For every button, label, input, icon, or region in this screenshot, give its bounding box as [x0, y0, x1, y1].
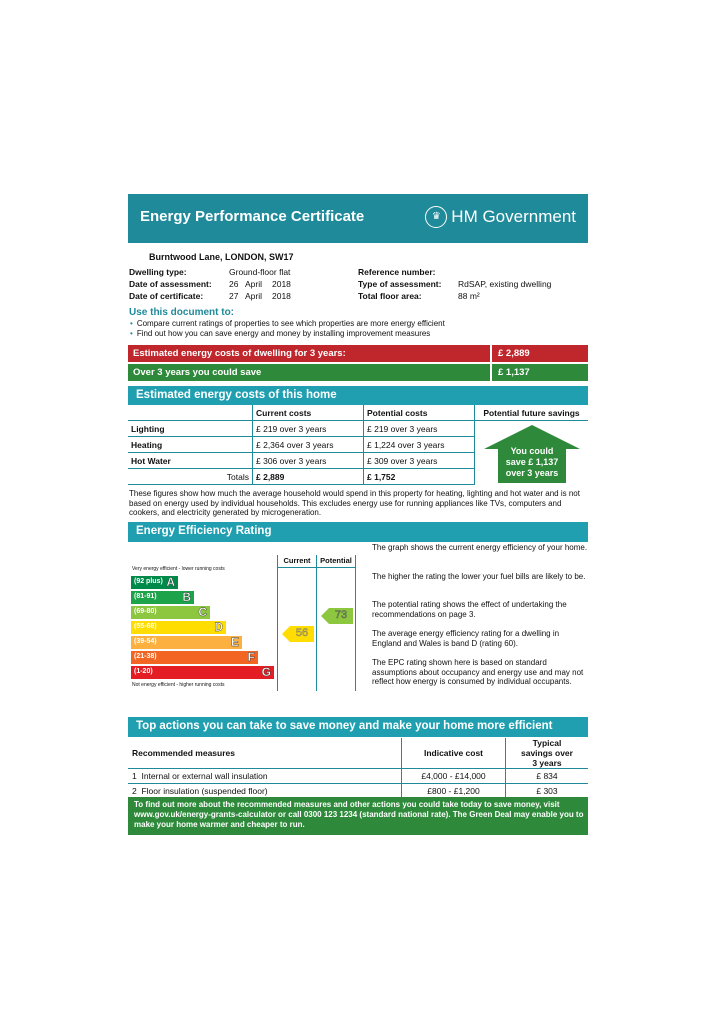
future-savings-header: Potential future savings	[475, 405, 589, 421]
measure-cost: £800 - £1,200	[402, 784, 506, 799]
could-save-bar	[128, 364, 588, 381]
bottom-efficiency-note: Not energy efficient - higher running costs	[132, 682, 225, 688]
row-item: Hot Water	[128, 453, 253, 469]
efficiency-rating-graph	[128, 552, 356, 691]
bullet-icon: •	[130, 329, 133, 338]
row-item: Heating	[128, 437, 253, 453]
top-efficiency-note: Very energy efficient - lower running costs	[132, 566, 225, 572]
actions-section-header	[128, 717, 588, 737]
band-letter: F	[247, 650, 255, 664]
dwelling-type-row	[129, 267, 290, 277]
measure-cost: £4,000 - £14,000	[402, 769, 506, 784]
table-header-blank	[128, 405, 253, 421]
band-b	[131, 591, 194, 604]
property-address: Burntwood Lane, LONDON, SW17	[149, 252, 294, 262]
band-a	[131, 576, 178, 589]
certificate-day: 27	[229, 291, 239, 301]
current-column-header: Current	[283, 556, 311, 565]
crest-icon: ♛	[425, 206, 447, 228]
estimated-costs-value: £ 2,889	[498, 348, 530, 359]
row-potential: £ 219 over 3 years	[364, 421, 475, 437]
table-header-row	[128, 405, 588, 421]
floor-area-row	[358, 291, 480, 301]
assessment-day: 26	[229, 279, 239, 289]
band-range: (69-80)	[134, 608, 157, 615]
graph-divider	[277, 567, 356, 568]
efficiency-section-header	[128, 522, 588, 542]
assessment-date-row	[129, 279, 291, 289]
estimated-costs-bar	[128, 345, 588, 362]
band-letter: G	[261, 665, 271, 679]
certificate-header	[128, 194, 588, 243]
efficiency-section-title: Energy Efficiency Rating	[136, 525, 272, 537]
band-f	[131, 651, 258, 664]
table-header-row	[128, 738, 588, 769]
list-item	[130, 319, 445, 328]
dwelling-type-label: Dwelling type:	[129, 267, 187, 277]
use-document-title: Use this document to:	[129, 307, 235, 318]
row-current: £ 2,364 over 3 years	[253, 437, 364, 453]
current-costs-header: Current costs	[253, 405, 364, 421]
actions-section-title: Top actions you can take to save money and make your home more efficient	[136, 720, 553, 732]
band-range: (21-38)	[134, 653, 157, 660]
assessment-type-row	[358, 279, 551, 289]
totals-label: Totals	[128, 469, 253, 485]
figures-note: These figures show how much the average household would spend in this property for heating, lighting and hot water and is not based on energy used by individual households. This excludes energy use for running appliances like TVs, computers and cookers, and electricity generated by microgeneration.	[129, 489, 580, 517]
floor-area-label: Total floor area:	[358, 291, 422, 301]
list-item	[130, 329, 445, 338]
current-rating-value: 56	[295, 627, 309, 639]
certificate-date-row	[129, 291, 291, 301]
could-save-value: £ 1,137	[498, 367, 530, 378]
actions-table	[128, 738, 588, 799]
band-range: (92 plus)	[134, 578, 163, 585]
bullet-icon: •	[130, 319, 133, 328]
cost-header: Indicative cost	[402, 738, 506, 769]
dwelling-type-value: Ground-floor flat	[229, 267, 291, 277]
efficiency-explainer: The graph shows the current energy efficiency of your home.	[372, 543, 588, 552]
band-e	[131, 636, 242, 649]
potential-rating-value: 73	[334, 609, 348, 621]
use-document-list	[130, 319, 445, 339]
row-item: Lighting	[128, 421, 253, 437]
savings-arrow-text	[484, 446, 580, 479]
table-row	[128, 769, 588, 784]
band-d	[131, 621, 226, 634]
efficiency-explainer: The average energy efficiency rating for a dwelling in England and Wales is band D (rating 60).	[372, 629, 560, 648]
assessment-date-label: Date of assessment:	[129, 279, 212, 289]
measure-cell	[128, 769, 402, 784]
savings-line: save £ 1,137	[505, 457, 559, 467]
savings-line: You could	[510, 446, 554, 456]
assessment-type-value: RdSAP, existing dwelling	[458, 279, 552, 289]
graph-divider	[355, 555, 356, 691]
reference-row	[358, 267, 458, 277]
measures-header: Recommended measures	[128, 738, 402, 769]
band-c	[131, 606, 210, 619]
band-range: (81-91)	[134, 593, 157, 600]
measure-saving: £ 303	[506, 784, 589, 799]
graph-divider	[277, 555, 278, 691]
green-deal-footer	[128, 797, 588, 835]
row-current: £ 306 over 3 years	[253, 453, 364, 469]
costs-section-header	[128, 386, 588, 405]
reference-label: Reference number:	[358, 267, 436, 277]
savings-header: Typical savings over 3 years	[506, 738, 589, 769]
assessment-type-label: Type of assessment:	[358, 279, 442, 289]
band-letter: B	[182, 590, 191, 604]
assessment-month: April	[245, 279, 263, 289]
totals-potential: £ 1,752	[364, 469, 475, 485]
band-letter: C	[198, 605, 207, 619]
measure-name: Internal or external wall insulation	[141, 771, 268, 781]
potential-costs-header: Potential costs	[364, 405, 475, 421]
floor-area-value: 88 m²	[458, 291, 480, 301]
bullet-text: Compare current ratings of properties to see which properties are more energy efficient	[136, 319, 445, 328]
band-range: (1-20)	[134, 668, 153, 675]
measure-saving: £ 834	[506, 769, 589, 784]
band-range: (55-68)	[134, 623, 157, 630]
could-save-cell	[490, 364, 590, 381]
efficiency-explainer: The potential rating shows the effect of undertaking the recommendations on page 3.	[372, 600, 567, 619]
assessment-year: 2018	[272, 279, 291, 289]
band-g	[131, 666, 274, 679]
band-range: (39-54)	[134, 638, 157, 645]
certificate-date-label: Date of certificate:	[129, 291, 204, 301]
efficiency-explainer: The higher the rating the lower your fuel bills are likely to be.	[372, 572, 586, 581]
savings-line: over 3 years	[505, 468, 559, 478]
totals-current: £ 2,889	[253, 469, 364, 485]
could-save-label: Over 3 years you could save	[133, 367, 262, 378]
footer-text: To find out more about the recommended measures and other actions you could take today to save money, visit www.gov.uk/energy-grants-calculator or call 0300 123 1234 (standard national rate). The Green Deal may enable you to make your home warmer and cheaper to run.	[134, 800, 584, 829]
band-letter: D	[214, 620, 223, 634]
potential-column-header: Potential	[320, 556, 352, 565]
estimated-costs-cell	[490, 345, 590, 362]
row-potential: £ 309 over 3 years	[364, 453, 475, 469]
row-current: £ 219 over 3 years	[253, 421, 364, 437]
efficiency-explainer: The EPC rating shown here is based on standard assumptions about occupancy and energy use and may not reflect how energy is consumed by individual occupants.	[372, 658, 584, 686]
certificate-title: Energy Performance Certificate	[140, 208, 365, 225]
hm-government-logo	[425, 206, 576, 228]
band-letter: E	[230, 635, 239, 649]
row-potential: £ 1,224 over 3 years	[364, 437, 475, 453]
measure-name: Floor insulation (suspended floor)	[141, 786, 268, 796]
measure-number: 1	[132, 771, 137, 781]
hm-government-text: HM Government	[451, 207, 576, 226]
certificate-year: 2018	[272, 291, 291, 301]
costs-section-title: Estimated energy costs of this home	[136, 389, 337, 401]
measure-number: 2	[132, 786, 137, 796]
bullet-text: Find out how you can save energy and money by installing improvement measures	[136, 329, 431, 338]
certificate-month: April	[245, 291, 263, 301]
estimated-costs-label: Estimated energy costs of dwelling for 3 years:	[133, 348, 346, 359]
band-letter: A	[166, 575, 175, 589]
graph-divider	[316, 555, 317, 691]
